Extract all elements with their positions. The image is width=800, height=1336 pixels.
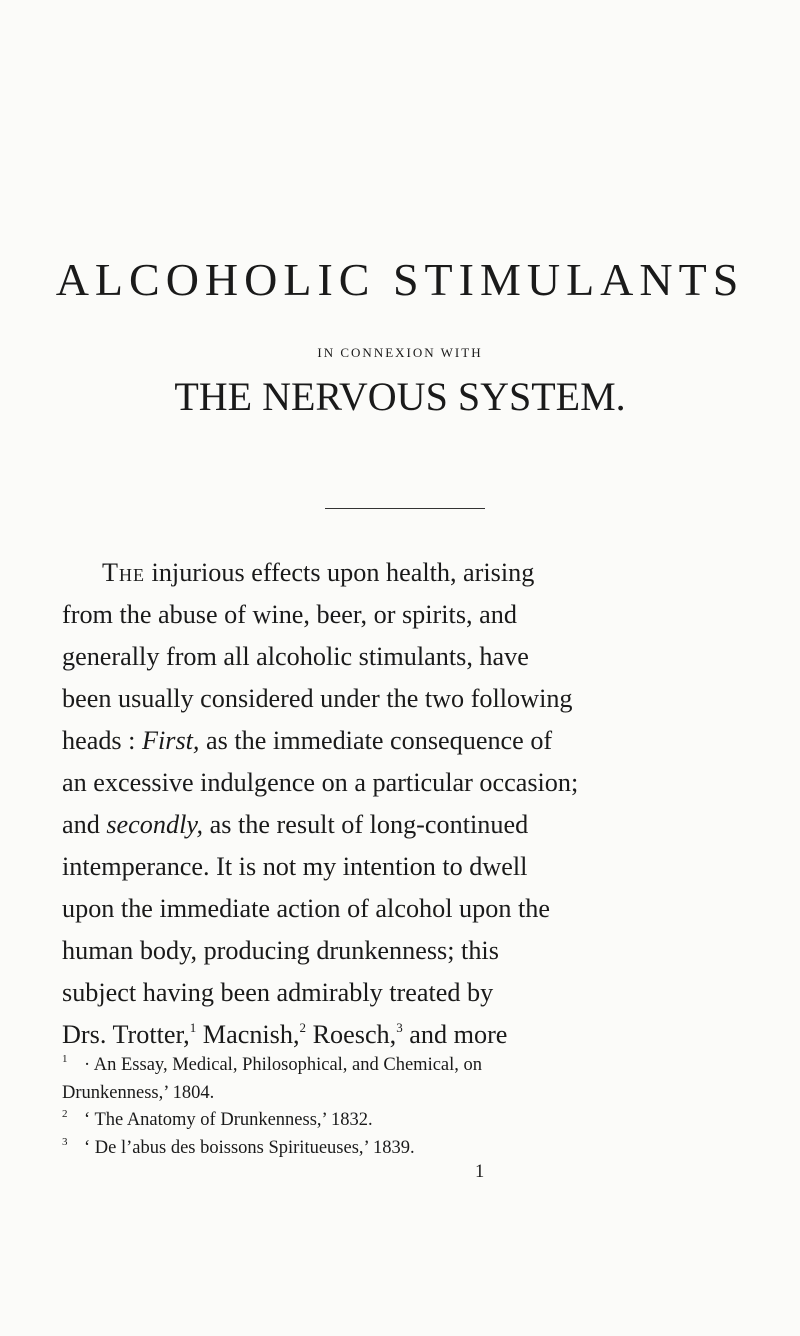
body-line: generally from all alcoholic stimulants, have — [62, 642, 529, 671]
title-rule-divider — [325, 508, 485, 509]
emphasis-first: First, — [142, 726, 200, 755]
footnote-ref: 2 — [299, 1020, 307, 1035]
footnote: 1 · An Essay, Medical, Philosophical, and Chemical, on — [62, 1053, 483, 1075]
page-subtitle: THE NERVOUS SYSTEM. — [174, 374, 626, 419]
body-line: intemperance. It is not my intention to dwell — [62, 852, 528, 881]
footnote-ref: 3 — [396, 1020, 403, 1035]
body-line: from the abuse of wine, beer, or spirits, and — [62, 600, 517, 629]
body-line: been usually considered under the two following — [62, 684, 573, 713]
body-line: The injurious effects upon health, arising — [102, 558, 535, 587]
body-line: upon the immediate action of alcohol upon the — [62, 894, 550, 923]
lead-word: The — [102, 558, 145, 587]
body-line: Drs. Trotter,$^1$ Macnish,$^2$ Roesch,$^3$ and more — [62, 1020, 508, 1049]
footnotes — [62, 1052, 762, 1162]
body-line: subject having been admirably treated by — [62, 978, 494, 1007]
page-number: 1 — [475, 1162, 485, 1182]
footnote: 3 ‘ De l’abus des boissons Spiritueuses,’ 1839. — [62, 1135, 415, 1158]
footnote: 2 ‘ The Anatomy of Drunkenness,’ 1832. — [62, 1108, 373, 1130]
title-connector: IN CONNEXION WITH — [317, 345, 483, 360]
footnote-ref: 1 — [189, 1020, 197, 1035]
page-title: ALCOHOLIC STIMULANTS — [55, 254, 745, 305]
body-line: heads : First, as the immediate consequence of — [62, 726, 553, 755]
body-line: human body, producing drunkenness; this — [62, 936, 499, 965]
footnote-continuation: Drunkenness,’ 1804. — [62, 1082, 215, 1103]
body-line: and secondly, as the result of long-continued — [62, 810, 529, 839]
body-paragraph — [62, 552, 762, 1056]
body-line: an excessive indulgence on a particular occasion; — [62, 768, 579, 797]
emphasis-secondly: secondly, — [106, 810, 204, 839]
